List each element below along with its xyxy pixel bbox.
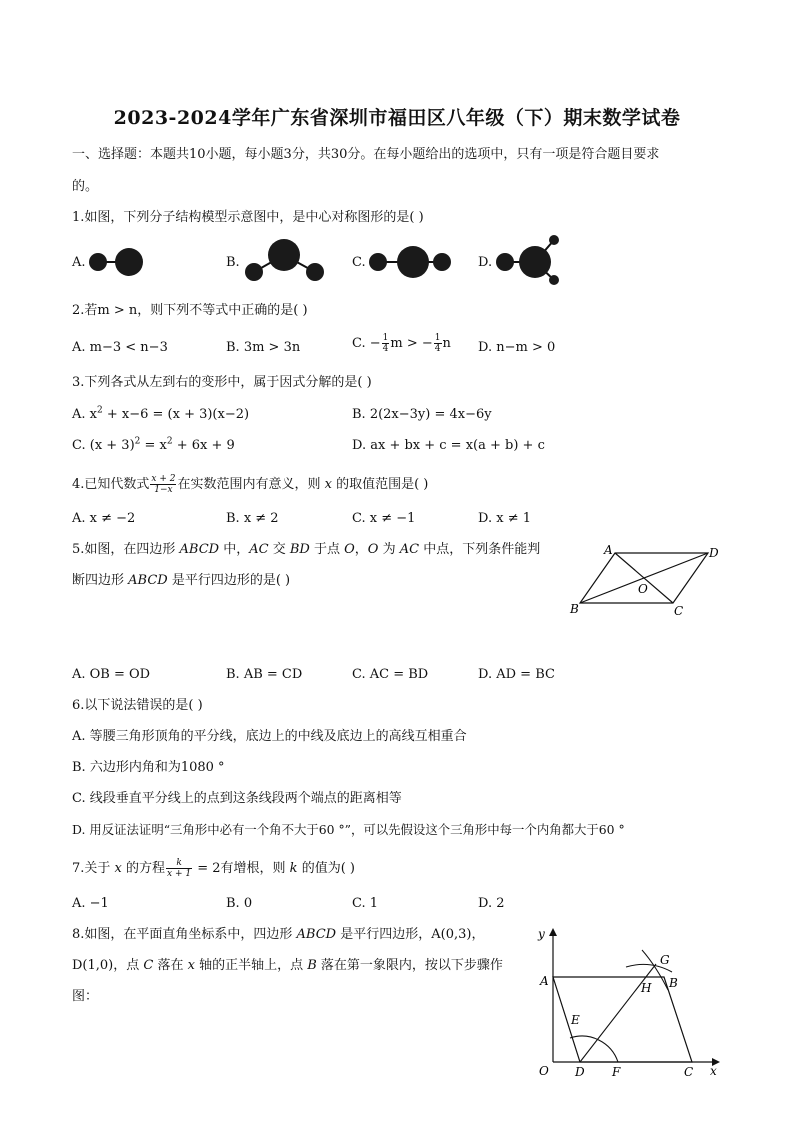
q5-stem-line1: 5.如图，在四边形 ABCD 中，AC 交 BD 于点 O，O 为 AC 中点，下列条件能判 — [72, 542, 541, 557]
q4-option-a: A. x ≠ −2 — [72, 511, 136, 526]
q5-option-d: D. AD = BC — [478, 667, 555, 682]
q8-label-d: D — [575, 1065, 585, 1079]
q8-stem-line2: D(1,0)，点 C 落在 x 轴的正半轴上，点 B 落在第一象限内，按以下步骤作 — [72, 958, 503, 973]
q8-coordinate-figure — [530, 920, 730, 1085]
q5-option-a: A. OB = OD — [72, 667, 151, 682]
q3-option-a: A. $x^2 + x-6 = (x + 3)(x-2)$ — [72, 405, 250, 422]
q7-option-d: D. 2 — [478, 896, 505, 911]
molecule-d-icon — [496, 235, 559, 285]
q2-option-c — [352, 333, 451, 354]
q6-stem: 6.以下说法错误的是( ) — [72, 698, 203, 713]
section-instructions-line2: 的。 — [72, 179, 99, 194]
q8-label-f: F — [612, 1065, 621, 1079]
q8-label-a: A — [540, 974, 549, 988]
q5-option-c: C. AC = BD — [352, 667, 429, 682]
q2-stem: 2.若m > n，则下列不等式中正确的是( ) — [72, 303, 308, 318]
q5-parallelogram-figure — [560, 535, 730, 625]
q5-option-b: B. AB = CD — [226, 667, 303, 682]
q1-stem: 1.如图，下列分子结构模型示意图中，是中心对称图形的是( ) — [72, 210, 424, 225]
q4-option-d: D. x ≠ 1 — [478, 511, 531, 526]
q2-c-fraction1: $\frac{1}{4}$ — [382, 333, 389, 354]
q2-option-d: D. n−m > 0 — [478, 340, 556, 355]
q4-option-c: C. x ≠ −1 — [352, 511, 416, 526]
q1-option-c-label: C. — [352, 255, 366, 270]
q5-label-b: B — [570, 602, 579, 616]
q3-option-b: B. 2(2x−3y) = 4x−6y — [352, 407, 492, 422]
q8-label-h: H — [641, 981, 652, 995]
q1-option-a-label: A. — [72, 255, 86, 270]
q2-c-middle: m > − — [390, 336, 433, 351]
q5-label-o: O — [638, 582, 648, 596]
section-instructions-line1: 一、选择题：本题共10小题，每小题3分，共30分。在每小题给出的选项中，只有一项是符合题目要求 — [72, 147, 660, 162]
q8-label-o: O — [539, 1064, 549, 1078]
q1-option-b-label: B. — [226, 255, 240, 270]
q4-fraction: $\frac{x + 2}{1-x}$ — [151, 474, 176, 495]
q8-stem-line1: 8.如图，在平面直角坐标系中，四边形 ABCD 是平行四边形，A(0,3)， — [72, 927, 485, 942]
q2-option-b: B. 3m > 3n — [226, 340, 301, 355]
q7-option-b: B. 0 — [226, 896, 253, 911]
q8-label-x: x — [710, 1064, 717, 1078]
q8-stem-line3: 图： — [72, 989, 99, 1004]
q1-option-d-label: D. — [478, 255, 493, 270]
q5-label-c: C — [674, 604, 684, 618]
q2-c-prefix: C. − — [352, 336, 381, 351]
q3-stem: 3.下列各式从左到右的变形中，属于因式分解的是( ) — [72, 375, 372, 390]
q8-label-y: y — [538, 927, 545, 941]
molecule-a-icon — [89, 248, 143, 276]
q7-option-a: A. −1 — [72, 896, 109, 911]
q6-option-c: C. 线段垂直平分线上的点到这条线段两个端点的距离相等 — [72, 791, 402, 806]
q1-molecule-figures — [0, 225, 794, 295]
q4-stem: 4.已知代数式 $\frac{x + 2}{1-x}$ 在实数范围内有意义，则 x 的取值范围是( ) — [72, 474, 429, 495]
molecule-b-icon — [245, 239, 324, 281]
q5-label-a: A — [604, 543, 613, 557]
q2-c-end: n — [442, 336, 451, 351]
q2-c-fraction2: $\frac{1}{4}$ — [434, 333, 441, 354]
q4-option-b: B. x ≠ 2 — [226, 511, 279, 526]
q6-option-d: D. 用反证法证明“三角形中必有一个角不大于60 °”，可以先假设这个三角形中每一个内角都大于60 ° — [72, 822, 625, 837]
q7-option-c: C. 1 — [352, 896, 379, 911]
q3-option-c: C. $(x + 3)^2 = x^2 + 6x + 9$ — [72, 436, 235, 453]
q5-stem-line2: 断四边形 ABCD 是平行四边形的是( ) — [72, 573, 291, 588]
q6-option-b: B. 六边形内角和为1080 ° — [72, 760, 225, 775]
q8-label-b: B — [669, 976, 678, 990]
molecule-c-icon — [369, 246, 451, 278]
q5-label-d: D — [709, 546, 719, 560]
q8-label-g: G — [660, 953, 670, 967]
q2-option-a: A. m−3 < n−3 — [72, 340, 168, 355]
q8-label-e: E — [571, 1013, 580, 1027]
q6-option-a: A. 等腰三角形顶角的平分线，底边上的中线及底边上的高线互相重合 — [72, 729, 467, 744]
q7-stem: 7.关于 x 的方程 $\frac{k}{x + 1}$ = 2有增根，则 k 的值为( ) — [72, 858, 355, 879]
q8-label-c: C — [684, 1065, 694, 1079]
q3-option-d: D. ax + bx + c = x(a + b) + c — [352, 438, 545, 453]
exam-title: 2023-2024学年广东省深圳市福田区八年级（下）期末数学试卷 — [113, 107, 681, 129]
q7-fraction: $\frac{k}{x + 1}$ — [167, 858, 192, 879]
